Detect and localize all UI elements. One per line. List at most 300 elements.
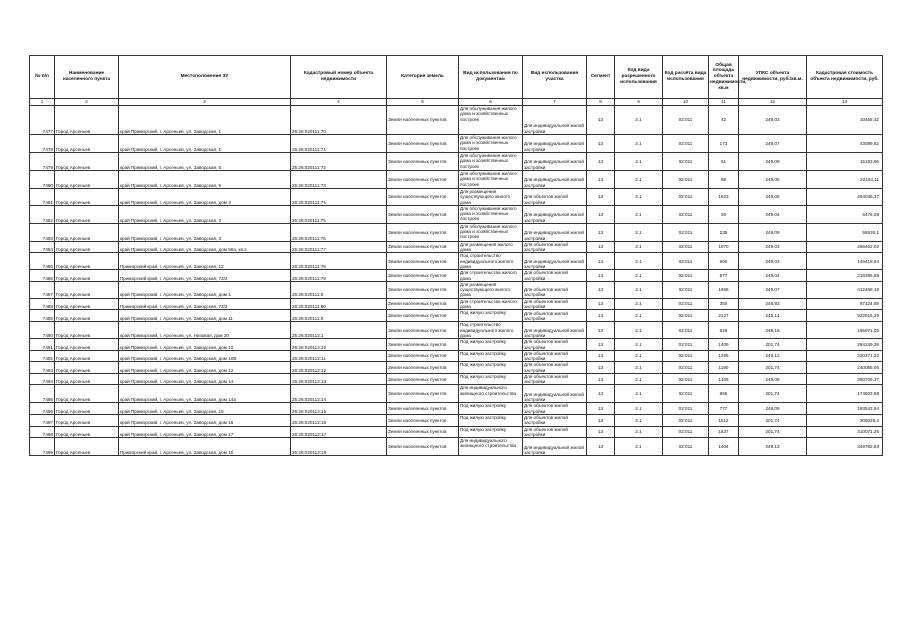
cadastral-cost: 15193,96 bbox=[807, 153, 883, 171]
plot-use-type: Для индивидуальной жилой застройки bbox=[523, 205, 587, 223]
land-category: Земли населенных пунктов bbox=[387, 135, 459, 153]
cadastral-cost: 522915,29 bbox=[807, 310, 883, 322]
cadastral-cost: 310071,26 bbox=[807, 426, 883, 438]
column-number: 12 bbox=[739, 99, 807, 106]
land-location: край Приморский, г. Арсеньев, ул. Заводская, 3 bbox=[119, 205, 291, 223]
cadastral-number: 25:26:020112:10 bbox=[291, 339, 387, 351]
permitted-use-code: 2.1 bbox=[615, 106, 663, 135]
plot-use-type: Для индивидуальной жилой застройки bbox=[523, 438, 587, 456]
table-row bbox=[30, 135, 883, 153]
upks-value: 249,03 bbox=[739, 241, 807, 253]
land-category: Земли населенных пунктов bbox=[387, 298, 459, 310]
column-number: 6 bbox=[459, 99, 523, 106]
permitted-use-code: 2.1 bbox=[615, 426, 663, 438]
cadastral-number: 25:26:020112:16 bbox=[291, 415, 387, 427]
cadastral-cost: 22164,11 bbox=[807, 171, 883, 189]
table-row bbox=[30, 223, 883, 241]
table-row bbox=[30, 403, 883, 415]
table-row bbox=[30, 385, 883, 403]
row-number: 7496 bbox=[30, 403, 55, 415]
area-value: 350 bbox=[709, 298, 739, 310]
segment: 13 bbox=[587, 223, 615, 241]
plot-use-type: Для объектов жилой застройки bbox=[523, 270, 587, 282]
segment: 13 bbox=[587, 350, 615, 362]
header-cell: Наименование населенного пункта bbox=[55, 56, 119, 99]
column-number: 10 bbox=[663, 99, 709, 106]
cadastral-cost: 155971,05 bbox=[807, 322, 883, 339]
cadastral-cost: 193543,94 bbox=[807, 403, 883, 415]
land-category: Земли населенных пунктов bbox=[387, 403, 459, 415]
row-number: 7498 bbox=[30, 426, 55, 438]
table-row bbox=[30, 322, 883, 339]
cadastral-cost: 284249,36 bbox=[807, 339, 883, 351]
cadastral-number: 25:26:020112:11 bbox=[291, 350, 387, 362]
use-by-documents: Под жилую застройку bbox=[459, 350, 523, 362]
cadastral-cost: 43089,62 bbox=[807, 135, 883, 153]
use-by-documents: Для строительства жилого дома bbox=[459, 298, 523, 310]
calc-use-code: 02:011 bbox=[663, 373, 709, 385]
row-number: 7478 bbox=[30, 135, 55, 153]
segment: 13 bbox=[587, 310, 615, 322]
area-value: 865 bbox=[709, 385, 739, 403]
area-value: 1190 bbox=[709, 362, 739, 374]
permitted-use-code: 2.1 bbox=[615, 270, 663, 282]
area-value: 89 bbox=[709, 171, 739, 189]
segment: 13 bbox=[587, 205, 615, 223]
calc-use-code: 02:011 bbox=[663, 189, 709, 206]
segment: 13 bbox=[587, 241, 615, 253]
land-category: Земли населенных пунктов bbox=[387, 106, 459, 135]
header-cell: Вид использования по документам bbox=[459, 56, 523, 99]
land-category: Земли населенных пунктов bbox=[387, 426, 459, 438]
cadastral-number: 25:26:020111:9 bbox=[291, 310, 387, 322]
calc-use-code: 02:011 bbox=[663, 350, 709, 362]
permitted-use-code: 2.1 bbox=[615, 171, 663, 189]
segment: 13 bbox=[587, 189, 615, 206]
cadastral-cost: 218395,89 bbox=[807, 270, 883, 282]
segment: 13 bbox=[587, 415, 615, 427]
segment: 13 bbox=[587, 426, 615, 438]
segment: 13 bbox=[587, 153, 615, 171]
area-value: 235 bbox=[709, 223, 739, 241]
permitted-use-code: 2.1 bbox=[615, 373, 663, 385]
land-category: Земли населенных пунктов bbox=[387, 339, 459, 351]
plot-use-type: Для объектов жилой застройки bbox=[523, 298, 587, 310]
permitted-use-code: 2.1 bbox=[615, 403, 663, 415]
permitted-use-code: 2.1 bbox=[615, 205, 663, 223]
area-value: 1512 bbox=[709, 415, 739, 427]
upks-value: 249,08 bbox=[739, 153, 807, 171]
use-by-documents: Для размещения существующего жилого дома bbox=[459, 281, 523, 298]
cadastral-value-table bbox=[29, 55, 883, 456]
area-value: 1404 bbox=[709, 438, 739, 456]
row-number: 7494 bbox=[30, 373, 55, 385]
calc-use-code: 02:011 bbox=[663, 298, 709, 310]
settlement-name: Город Арсеньев bbox=[55, 281, 119, 298]
land-category: Земли населенных пунктов bbox=[387, 281, 459, 298]
calc-use-code: 02:011 bbox=[663, 253, 709, 270]
calc-use-code: 02:011 bbox=[663, 205, 709, 223]
area-value: 2127 bbox=[709, 310, 739, 322]
upks-value: 249,09 bbox=[739, 403, 807, 415]
land-location: край Приморский, г. Арсеньев, ул. Заводская, дом 10 bbox=[119, 339, 291, 351]
column-number: 1 bbox=[30, 99, 55, 106]
calc-use-code: 02:011 bbox=[663, 106, 709, 135]
table-body bbox=[30, 106, 883, 456]
permitted-use-code: 2.1 bbox=[615, 223, 663, 241]
permitted-use-code: 2.1 bbox=[615, 241, 663, 253]
column-number-row bbox=[30, 99, 883, 106]
upks-value: 249,06 bbox=[739, 189, 807, 206]
calc-use-code: 02:011 bbox=[663, 339, 709, 351]
plot-use-type: Для индивидуальной жилой застройки bbox=[523, 322, 587, 339]
calc-use-code: 02:011 bbox=[663, 322, 709, 339]
row-number: 7482 bbox=[30, 205, 55, 223]
use-by-documents: Для размещения существующего жилого дома bbox=[459, 189, 523, 206]
plot-use-type: Для объектов жилой застройки bbox=[523, 281, 587, 298]
plot-use-type: Для объектов жилой застройки bbox=[523, 362, 587, 374]
calc-use-code: 02:011 bbox=[663, 415, 709, 427]
area-value: 600 bbox=[709, 253, 739, 270]
land-category: Земли населенных пунктов bbox=[387, 223, 459, 241]
land-category: Земли населенных пунктов bbox=[387, 373, 459, 385]
permitted-use-code: 2.1 bbox=[615, 189, 663, 206]
land-location: край Приморский, г. Арсеньев, ул. Заводская, дом 11 bbox=[119, 310, 291, 322]
plot-use-type: Для объектов жилой застройки bbox=[523, 241, 587, 253]
table-row bbox=[30, 339, 883, 351]
column-number: 9 bbox=[615, 99, 663, 106]
row-number: 7481 bbox=[30, 189, 55, 206]
column-number: 4 bbox=[291, 99, 387, 106]
header-cell: Вид использования участка bbox=[523, 56, 587, 99]
plot-use-type: Для объектов жилой застройки bbox=[523, 415, 587, 427]
land-location: Приморский край, г. Арсеньев, ул. Заводская, 12 bbox=[119, 253, 291, 270]
calc-use-code: 02:011 bbox=[663, 310, 709, 322]
table-row bbox=[30, 426, 883, 438]
cadastral-number: 25:26:020112:14 bbox=[291, 385, 387, 403]
cadastral-number: 25:26:020112:15 bbox=[291, 403, 387, 415]
segment: 13 bbox=[587, 438, 615, 456]
segment: 13 bbox=[587, 385, 615, 403]
column-number: 7 bbox=[523, 99, 587, 106]
use-by-documents: Для индивидуального жилищного строительства bbox=[459, 385, 523, 403]
land-category: Земли населенных пунктов bbox=[387, 241, 459, 253]
table-row bbox=[30, 253, 883, 270]
calc-use-code: 02:011 bbox=[663, 171, 709, 189]
plot-use-type: Для индивидуальной жилой застройки bbox=[523, 153, 587, 171]
land-category: Земли населенных пунктов bbox=[387, 270, 459, 282]
land-category: Земли населенных пунктов bbox=[387, 415, 459, 427]
use-by-documents: Для строительства жилого дома bbox=[459, 270, 523, 282]
calc-use-code: 02:011 bbox=[663, 241, 709, 253]
use-by-documents: Для обслуживания жилого дома и хозяйственных построек bbox=[459, 153, 523, 171]
cadastral-number: 25:26:020111:74 bbox=[291, 189, 387, 206]
table-row bbox=[30, 373, 883, 385]
calc-use-code: 02:011 bbox=[663, 153, 709, 171]
plot-use-type: Для объектов жилой застройки bbox=[523, 426, 587, 438]
land-category: Земли населенных пунктов bbox=[387, 385, 459, 403]
area-value: 777 bbox=[709, 403, 739, 415]
table-row bbox=[30, 241, 883, 253]
settlement-name: Город Арсеньев bbox=[55, 362, 119, 374]
cadastral-cost: 454046,37 bbox=[807, 189, 883, 206]
settlement-name: Город Арсеньев bbox=[55, 298, 119, 310]
header-cell: Местоположение ЗУ bbox=[119, 56, 291, 99]
cadastral-number: 25:26:020111:71 bbox=[291, 135, 387, 153]
cadastral-cost: 305028,4 bbox=[807, 415, 883, 427]
area-value: 1408 bbox=[709, 373, 739, 385]
cadastral-number: 25:26:020112:13 bbox=[291, 373, 387, 385]
upks-value: 249,02 bbox=[739, 270, 807, 282]
calc-use-code: 02:011 bbox=[663, 426, 709, 438]
row-number: 7493 bbox=[30, 362, 55, 374]
land-location: край Приморский, г. Арсеньев, ул. Заводская, дом 56а, кв.2 bbox=[119, 241, 291, 253]
land-category: Земли населенных пунктов bbox=[387, 438, 459, 456]
permitted-use-code: 2.1 bbox=[615, 135, 663, 153]
use-by-documents: Под жилую застройку bbox=[459, 310, 523, 322]
land-location: край Приморский, г. Арсеньев, ул. Заводская, 1 bbox=[119, 135, 291, 153]
row-number: 7479 bbox=[30, 153, 55, 171]
land-category: Земли населенных пунктов bbox=[387, 253, 459, 270]
cadastral-number: 25:26:020111:75 bbox=[291, 205, 387, 223]
use-by-documents: Для обслуживания жилого дома и хозяйственных построек bbox=[459, 223, 523, 241]
cadastral-number: 25:26:020112:1 bbox=[291, 322, 387, 339]
calc-use-code: 02:011 bbox=[663, 385, 709, 403]
upks-value: 201,74 bbox=[739, 339, 807, 351]
permitted-use-code: 2.1 bbox=[615, 385, 663, 403]
land-category: Земли населенных пунктов bbox=[387, 171, 459, 189]
use-by-documents: Для индивидуального жилищного строительства bbox=[459, 438, 523, 456]
settlement-name: Город Арсеньев bbox=[55, 339, 119, 351]
plot-use-type: Для объектов жилой застройки bbox=[523, 339, 587, 351]
area-value: 1409 bbox=[709, 339, 739, 351]
settlement-name: Город Арсеньев bbox=[55, 426, 119, 438]
segment: 13 bbox=[587, 298, 615, 310]
upks-value: 201,74 bbox=[739, 415, 807, 427]
use-by-documents: Под жилую застройку bbox=[459, 362, 523, 374]
land-location: край Приморский, г. Арсеньев, ул. Заводская, 5 bbox=[119, 171, 291, 189]
area-value: 173 bbox=[709, 135, 739, 153]
plot-use-type: Для объектов жилой застройки bbox=[523, 350, 587, 362]
plot-use-type: Для объектов жилой застройки bbox=[523, 310, 587, 322]
settlement-name: Город Арсеньев bbox=[55, 322, 119, 339]
row-number: 7492 bbox=[30, 350, 55, 362]
upks-value: 249,05 bbox=[739, 171, 807, 189]
header-cell: Сегмент bbox=[587, 56, 615, 99]
table-row bbox=[30, 362, 883, 374]
plot-use-type: Для объектов жилой застройки bbox=[523, 373, 587, 385]
area-value: 42 bbox=[709, 106, 739, 135]
table-row bbox=[30, 298, 883, 310]
cadastral-number: 25:26:020111:73 bbox=[291, 171, 387, 189]
settlement-name: Город Арсеньев bbox=[55, 350, 119, 362]
area-value: 626 bbox=[709, 322, 739, 339]
column-number: 3 bbox=[119, 99, 291, 106]
area-value: 1823 bbox=[709, 189, 739, 206]
plot-use-type: Для индивидуальной жилой застройки bbox=[523, 171, 587, 189]
cadastral-cost: 412458,18 bbox=[807, 281, 883, 298]
row-number: 7490 bbox=[30, 322, 55, 339]
column-number: 13 bbox=[807, 99, 883, 106]
table-row bbox=[30, 270, 883, 282]
plot-use-type: Для индивидуальной жилой застройки bbox=[523, 106, 587, 135]
table-header bbox=[30, 56, 883, 106]
land-location: край Приморский, г. Арсеньев, ул. Заводская, дом 3 bbox=[119, 189, 291, 206]
land-location: край Приморский, г. Арсеньев, ул. Заводская, дом 14 bbox=[119, 373, 291, 385]
area-value: 1656 bbox=[709, 281, 739, 298]
cadastral-number: 25:26:020111:76 bbox=[291, 223, 387, 241]
land-location: край Приморский, г. Арсеньев, ул. Заводская, дом 16 bbox=[119, 415, 291, 427]
upks-value: 201,74 bbox=[739, 362, 807, 374]
upks-value: 249,13 bbox=[739, 438, 807, 456]
land-location: край Приморский, г. Арсеньев, ул. Заводская, 5 bbox=[119, 153, 291, 171]
table-row bbox=[30, 106, 883, 135]
land-category: Земли населенных пунктов bbox=[387, 153, 459, 171]
permitted-use-code: 2.1 bbox=[615, 281, 663, 298]
segment: 13 bbox=[587, 339, 615, 351]
land-location: край Приморский, г. Арсеньев, ул. Заводская, дом 17 bbox=[119, 426, 291, 438]
area-value: 26 bbox=[709, 205, 739, 223]
use-by-documents: Для обслуживания жилого дома и хозяйственных построек bbox=[459, 171, 523, 189]
header-row bbox=[30, 56, 883, 99]
plot-use-type: Для индивидуальной жилой застройки bbox=[523, 135, 587, 153]
settlement-name: Город Арсеньев bbox=[55, 403, 119, 415]
land-location: край Приморский, г. Арсеньев, ул. Заводская, 15 bbox=[119, 403, 291, 415]
cadastral-number: 25:26:020111:8 bbox=[291, 281, 387, 298]
settlement-name: Город Арсеньев bbox=[55, 415, 119, 427]
cadastral-cost: 87124,69 bbox=[807, 298, 883, 310]
use-by-documents: Под жилую застройку bbox=[459, 426, 523, 438]
cadastral-number: 25:26:020111:80 bbox=[291, 298, 387, 310]
land-location: край Приморский, г. Арсеньев, ул. Заводская, дом 1 bbox=[119, 281, 291, 298]
land-category: Земли населенных пунктов bbox=[387, 322, 459, 339]
row-number: 7486 bbox=[30, 270, 55, 282]
cadastral-number: 25:26:020111:78 bbox=[291, 253, 387, 270]
upks-value: 248,93 bbox=[739, 298, 807, 310]
settlement-name: Город Арсеньев bbox=[55, 223, 119, 241]
use-by-documents: Под жилую застройку bbox=[459, 415, 523, 427]
upks-value: 249,15 bbox=[739, 322, 807, 339]
area-value: 1286 bbox=[709, 350, 739, 362]
land-category: Земли населенных пунктов bbox=[387, 189, 459, 206]
permitted-use-code: 2.1 bbox=[615, 153, 663, 171]
use-by-documents: Для обслуживания жилого дома и хозяйственных построек bbox=[459, 205, 523, 223]
settlement-name: Город Арсеньев bbox=[55, 135, 119, 153]
row-number: 7488 bbox=[30, 298, 55, 310]
plot-use-type: Для индивидуальной жилой застройки bbox=[523, 385, 587, 403]
land-category: Земли населенных пунктов bbox=[387, 350, 459, 362]
cadastral-number: 25:26:020111:77 bbox=[291, 241, 387, 253]
row-number: 7491 bbox=[30, 339, 55, 351]
upks-value: 245,14 bbox=[739, 310, 807, 322]
cadastral-number: 25:26:020112:17 bbox=[291, 426, 387, 438]
upks-value: 249,03 bbox=[739, 253, 807, 270]
table-row bbox=[30, 171, 883, 189]
upks-value: 249,03 bbox=[739, 106, 807, 135]
upks-value: 201,74 bbox=[739, 426, 807, 438]
calc-use-code: 02:011 bbox=[663, 270, 709, 282]
row-number: 7497 bbox=[30, 415, 55, 427]
area-value: 1070 bbox=[709, 241, 739, 253]
row-number: 7480 bbox=[30, 171, 55, 189]
cadastral-cost: 350709,37 bbox=[807, 373, 883, 385]
header-cell: Кадастровая стоимость объекта недвижимости, руб. bbox=[807, 56, 883, 99]
upks-value: 201,74 bbox=[739, 385, 807, 403]
permitted-use-code: 2.1 bbox=[615, 415, 663, 427]
segment: 13 bbox=[587, 106, 615, 135]
settlement-name: Город Арсеньев bbox=[55, 189, 119, 206]
upks-value: 249,12 bbox=[739, 350, 807, 362]
table-row bbox=[30, 350, 883, 362]
settlement-name: Город Арсеньев bbox=[55, 205, 119, 223]
settlement-name: Город Арсеньев bbox=[55, 171, 119, 189]
table-row bbox=[30, 281, 883, 298]
header-cell: Категория земель bbox=[387, 56, 459, 99]
cadastral-number: 25:26:020111:72 bbox=[291, 153, 387, 171]
row-number: 7485 bbox=[30, 253, 55, 270]
use-by-documents: Под строительство индивидуального жилого дома bbox=[459, 253, 523, 270]
cadastral-cost: 10458,42 bbox=[807, 106, 883, 135]
settlement-name: Город Арсеньев bbox=[55, 153, 119, 171]
calc-use-code: 02:011 bbox=[663, 281, 709, 298]
header-cell: № п/п bbox=[30, 56, 55, 99]
upks-value: 249,04 bbox=[739, 205, 807, 223]
cadastral-cost: 149419,64 bbox=[807, 253, 883, 270]
settlement-name: Город Арсеньев bbox=[55, 373, 119, 385]
row-number: 7487 bbox=[30, 281, 55, 298]
table-row bbox=[30, 438, 883, 456]
permitted-use-code: 2.1 bbox=[615, 350, 663, 362]
row-number: 7499 bbox=[30, 438, 55, 456]
cadastral-number: 25:26:020112:12 bbox=[291, 362, 387, 374]
cadastral-cost: 174503,68 bbox=[807, 385, 883, 403]
use-by-documents: Для размещения жилого дома bbox=[459, 241, 523, 253]
table-row bbox=[30, 310, 883, 322]
settlement-name: Город Арсеньев bbox=[55, 253, 119, 270]
upks-value: 249,09 bbox=[739, 223, 807, 241]
permitted-use-code: 2.1 bbox=[615, 253, 663, 270]
calc-use-code: 02:011 bbox=[663, 362, 709, 374]
segment: 13 bbox=[587, 362, 615, 374]
area-value: 61 bbox=[709, 153, 739, 171]
permitted-use-code: 2.1 bbox=[615, 362, 663, 374]
permitted-use-code: 2.1 bbox=[615, 438, 663, 456]
settlement-name: Город Арсеньев bbox=[55, 310, 119, 322]
table-row bbox=[30, 153, 883, 171]
land-location: Приморский край, г. Арсеньев, ул. Заводская, дом 1б bbox=[119, 438, 291, 456]
use-by-documents: Для обслуживания жилого дома и хозяйственных построек bbox=[459, 106, 523, 135]
segment: 13 bbox=[587, 403, 615, 415]
table-row bbox=[30, 205, 883, 223]
row-number: 7484 bbox=[30, 241, 55, 253]
use-by-documents: Под жилую застройку bbox=[459, 403, 523, 415]
segment: 13 bbox=[587, 253, 615, 270]
settlement-name: Город Арсеньев bbox=[55, 270, 119, 282]
row-number: 7495 bbox=[30, 385, 55, 403]
use-by-documents: Под жилую застройку bbox=[459, 339, 523, 351]
land-location: край Приморский, г. Арсеньев, ул. Заводская, дом 12 bbox=[119, 362, 291, 374]
land-location: край Приморский, г. Арсеньев, ул. Заводская, 1 bbox=[119, 106, 291, 135]
header-cell: Общая площадь объекта недвижимости, кв.м bbox=[709, 56, 739, 99]
segment: 13 bbox=[587, 322, 615, 339]
land-location: край Приморский, г. Арсеньев, ул. Заводская, дом 14а bbox=[119, 385, 291, 403]
land-category: Земли населенных пунктов bbox=[387, 362, 459, 374]
table-row bbox=[30, 189, 883, 206]
cadastral-number: 25:26:020112:18 bbox=[291, 438, 387, 456]
table-row bbox=[30, 415, 883, 427]
plot-use-type: Для объектов жилой застройки bbox=[523, 403, 587, 415]
calc-use-code: 02:011 bbox=[663, 135, 709, 153]
